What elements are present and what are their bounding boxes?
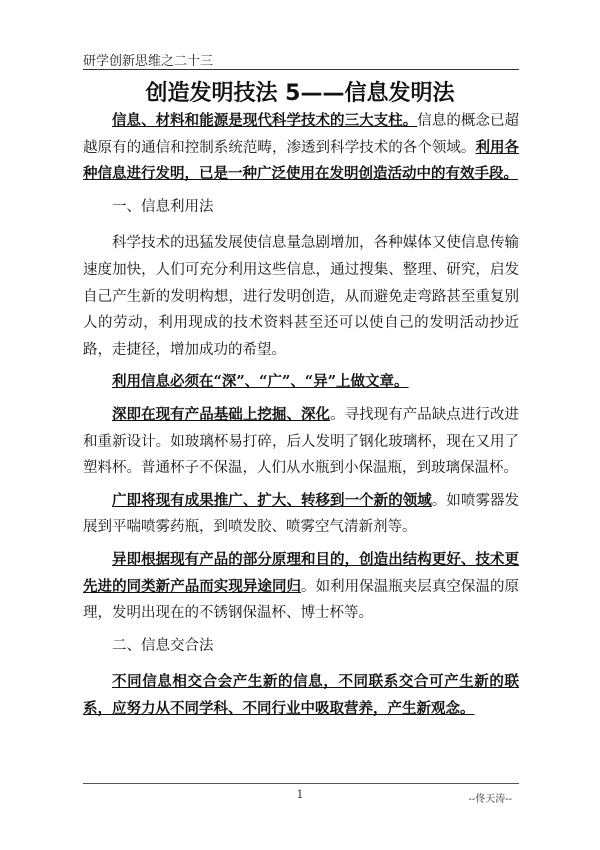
combine-bold: 不同信息相交合会产生新的信息，不同联系交合可产生新的联系，应努力从不同学科、不同行业中吸取营养，产生新观念。 [83,673,519,717]
intro-text: 信息的概念已超越原有的通信和控制系统范畴，渗透到科学技术的各个领域。 [83,113,520,156]
paragraph-different [83,547,519,627]
intro-bold: 信息、材料和能源是现代科学技术的三大支柱。 [112,112,418,129]
wide-bold: 广即将现有成果推广、扩大、转移到一个新的领域 [112,491,432,509]
section-heading-2: 二、信息交合法 [112,637,214,654]
deep-bold: 深即在现有产品基础上挖掘、深化 [112,405,331,423]
different-text: 。如利用保温瓶夹层真空保温的原理，发明出现在的不锈钢保温杯、博士杯等。 [83,578,520,622]
paragraph-key-point [83,369,519,396]
key-point-bold: 利用信息必须在“深”、“广”、“异”上做文章。 [112,373,409,391]
paragraph-combine [83,669,519,722]
paragraph-deep [83,402,519,482]
paragraph-intro [83,108,519,188]
header-rule [83,69,519,70]
footer-author: --佟天涛-- [468,794,512,805]
section-heading-1: 一、信息利用法 [112,198,214,215]
wide-text: 。如喷雾器发展到平喘喷雾药瓶，到喷发胶、喷雾空气清新剂等。 [83,492,520,536]
body-text [83,108,519,728]
running-header: 研学创新思维之二十三 [83,54,214,69]
page-number: 1 [296,788,304,801]
intro-bold-2: 利用各种信息进行发明，已是一种广泛使用在发明创造活动中的有效手段。 [83,138,520,183]
footer-rule [83,783,519,784]
deep-text: 。寻找现有产品缺点进行改进和重新设计。如玻璃杯易打碎，后人发明了钢化玻璃杯，现在又用了塑料杯。普通杯子不保温，人们从水瓶到小保温瓶，到玻璃保温杯。 [83,406,520,477]
paragraph-wide [83,488,519,541]
page-title: 创造发明技法 5——信息发明法 [145,81,455,106]
paragraph-info-use: 科学技术的迅猛发展使信息量急剧增加，各种媒体又使信息传输速度加快，人们可充分利用这些信息，通过搜集、整理、研究，启发自己产生新的发明构想，进行发明创造，从而避免走弯路甚至重复别人的劳动，利用现成的技术资料甚至还可以使自己的发明活动抄近路，走捷径，增加成功的希望。 [83,235,519,358]
different-bold: 异即根据现有产品的部分原理和目的，创造出结构更好、技术更先进的同类新产品而实现异途同归 [83,550,519,595]
